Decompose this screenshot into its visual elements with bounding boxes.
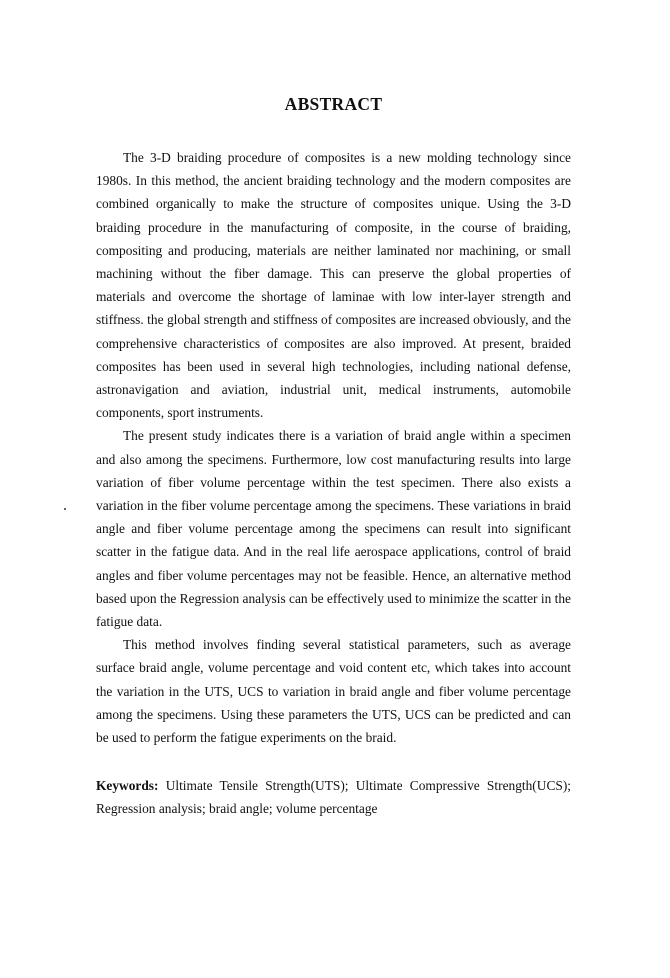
keywords-line <box>96 774 571 820</box>
abstract-paragraph-2: The present study indicates there is a variation of braid angle within a specimen and also among the specimens. Furthermore, low cost manufacturing results into large variation of fiber volume percentage within the test specimen. There also exists a variation in the fiber volume percentage among the specimens. These variations in braid angle and fiber volume percentage among the specimens can result into significant scatter in the fatigue data. And in the real life aerospace applications, control of braid angles and fiber volume percentages may not be feasible. Hence, an alternative method based upon the Regression analysis can be effectively used to minimize the scatter in the fatigue data. <box>96 428 571 630</box>
page-title: ABSTRACT <box>284 94 383 114</box>
abstract-paragraph-3: This method involves finding several statistical parameters, such as average surface braid angle, volume percentage and void content etc, which takes into account the variation in the UTS, UCS to variation in braid angle and fiber volume percentage among the specimens. Using these parameters the UTS, UCS can be predicted and can be used to perform the fatigue experiments on the braid. <box>96 637 571 746</box>
abstract-page <box>96 92 571 821</box>
abstract-paragraph-1: The 3-D braiding procedure of composites is a new molding technology since 1980s. In this method, the ancient braiding technology and the modern composites are combined organically to make the structure of composites unique. Using the 3-D braiding procedure in the manufacturing of composite, in the course of braiding, compositing and producing, materials are neither laminated nor machining, or small machining without the fiber damage. This can preserve the global properties of materials and overcome the shortage of laminae with low inter-layer strength and stiffness. the global strength and stiffness of composites are increased obviously, and the comprehensive characteristics of composites are also improved. At present, braided composites has been used in several high technologies, including national defense, astronavigation and aviation, industrial unit, medical instruments, automobile components, sport instruments. <box>96 150 571 421</box>
keywords-label: Keywords: <box>96 778 159 794</box>
margin-mark <box>64 508 66 510</box>
keywords-text: Ultimate Tensile Strength(UTS); Ultimate Compressive Strength(UCS); Regression analysis; braid angle; volume percentage <box>96 778 571 817</box>
